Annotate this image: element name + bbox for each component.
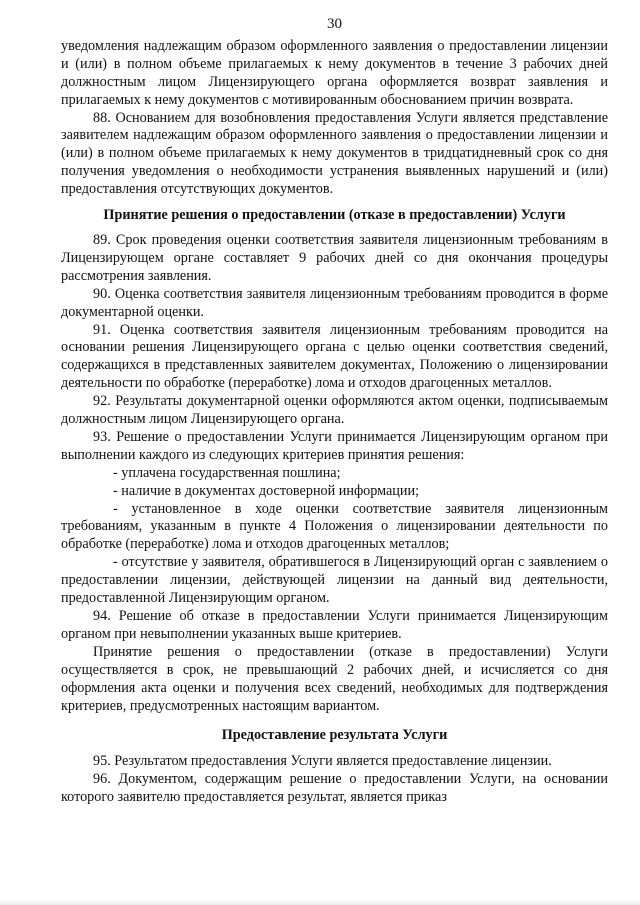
paragraph-95: 95. Результатом предоставления Услуги является предоставление лицензии.: [93, 753, 552, 770]
paragraph-90: 90. Оценка соответствия заявителя лицензионным требованиям проводится в форме документарной оценки.: [61, 285, 608, 320]
paragraph-continuation: уведомления надлежащим образом оформленного заявления о предоставлении лицензии и (или) в полном объеме прилагаемых к нему документов в течение 3 рабочих дней должностным лицом Лицензирующего органа оформляется возврат заявления и прилагаемых к нему документов с мотивированным обоснованием причин возврата.: [61, 37, 608, 108]
section-heading-result: Предоставление результата Услуги: [221, 727, 448, 744]
criterion-item: - наличие в документах достоверной информации;: [113, 482, 420, 499]
section-heading-decision: Принятие решения о предоставлении (отказе в предоставлении) Услуги: [103, 207, 566, 224]
paragraph-decision-timing: Принятие решения о предоставлении (отказе в предоставлении) Услуги осуществляется в срок, не превышающий 2 рабочих дней, и исчисляется со дня оформления акта оценки и получения всех сведений, необходимых для подтверждения критериев, предусмотренных настоящим вариантом.: [61, 643, 608, 714]
criterion-item: - установленное в ходе оценки соответствие заявителя лицензионным требованиям, указанным в пункте 4 Положения о лицензировании деятельности по обработке (переработке) лома и отходов драгоценных металлов;: [61, 500, 608, 553]
paragraph-94: 94. Решение об отказе в предоставлении Услуги принимается Лицензирующим органом при невыполнении указанных выше критериев.: [61, 608, 608, 642]
criterion-item: - уплачена государственная пошлина;: [113, 464, 341, 481]
criterion-item: - отсутствие у заявителя, обратившегося в Лицензирующий орган с заявлением о предоставлении лицензии, действующей лицензии на данный вид деятельности, предоставленной Лицензирующим органом.: [61, 554, 608, 607]
paragraph-96: 96. Документом, содержащим решение о предоставлении Услуги, на основании которого заявителю предоставляется результат, является приказ: [61, 771, 608, 806]
paragraph-88: 88. Основанием для возобновления предоставления Услуги является представление заявителем надлежащим образом оформленного заявления о предоставлении лицензии и (или) в полном объеме прилагаемых к нему документов в тридцатидневный срок со дня получения уведомления о необходимости устранения выявленных нарушений и (или) предоставления отсутствующих документов.: [61, 109, 608, 198]
paragraph-92: 92. Результаты документарной оценки оформляются актом оценки, подписываемым должностным лицом Лицензирующего органа.: [61, 393, 608, 428]
paragraph-89: 89. Срок проведения оценки соответствия заявителя лицензионным требованиям в Лицензирующем органе составляет 9 рабочих дней со дня окончания процедуры рассмотрения заявления.: [61, 231, 608, 284]
paragraph-93: 93. Решение о предоставлении Услуги принимается Лицензирующим органом при выполнении каждого из следующих критериев принятия решения:: [61, 428, 608, 463]
page-number: 30: [327, 16, 342, 32]
scan-edge: [0, 899, 640, 905]
paragraph-91: 91. Оценка соответствия заявителя лицензионным требованиям проводится на основании решения Лицензирующего органа с целью оценки соответствия сведений, содержащихся в представленных заявителем документах, Положению о лицензировании деятельности по обработке (переработке) лома и отходов драгоценных металлов.: [61, 321, 608, 392]
